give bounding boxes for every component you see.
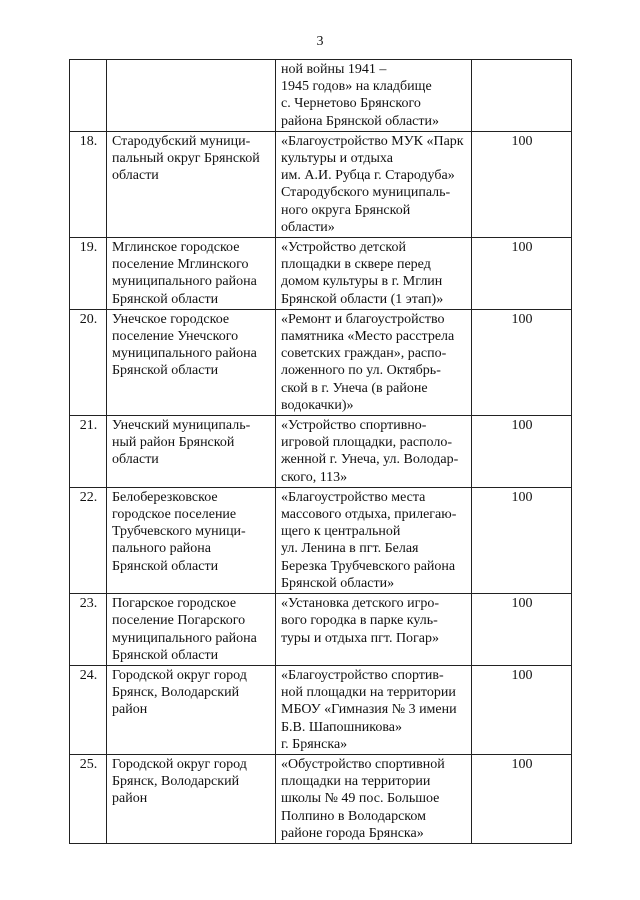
project-description: «Ремонт и благоустройство памятника «Место расстрела советских граждан», распо- ложенного по ул. Октябрь- ской в г. Унеча (в районе водокачки)» bbox=[276, 309, 472, 415]
municipality-name: Погарское городское поселение Погарского муниципального района Брянской области bbox=[107, 594, 276, 666]
row-number: 18. bbox=[70, 131, 107, 237]
row-number: 20. bbox=[70, 309, 107, 415]
project-description: «Установка детского игро- вого городка в парке куль- туры и отдыха пгт. Погар» bbox=[276, 594, 472, 666]
row-number: 19. bbox=[70, 238, 107, 310]
table-row bbox=[70, 754, 572, 843]
amount-value: 100 bbox=[472, 238, 572, 310]
municipality-name: Городской округ город Брянск, Володарский район bbox=[107, 754, 276, 843]
amount-value: 100 bbox=[472, 416, 572, 488]
table-row bbox=[70, 665, 572, 754]
amount-value: 100 bbox=[472, 131, 572, 237]
amount-value bbox=[472, 60, 572, 132]
project-description: «Обустройство спортивной площадки на территории школы № 49 пос. Большое Полпино в Володарском районе города Брянска» bbox=[276, 754, 472, 843]
row-number: 22. bbox=[70, 487, 107, 593]
amount-value: 100 bbox=[472, 665, 572, 754]
table-row bbox=[70, 416, 572, 488]
project-description: ной войны 1941 – 1945 годов» на кладбище с. Чернетово Брянского района Брянской области» bbox=[276, 60, 472, 132]
amount-value: 100 bbox=[472, 594, 572, 666]
municipality-name: Мглинское городское поселение Мглинского муниципального района Брянской области bbox=[107, 238, 276, 310]
table-row bbox=[70, 60, 572, 132]
row-number bbox=[70, 60, 107, 132]
amount-value: 100 bbox=[472, 754, 572, 843]
municipality-name: Стародубский муници- пальный округ Брянской области bbox=[107, 131, 276, 237]
row-number: 23. bbox=[70, 594, 107, 666]
table-row bbox=[70, 238, 572, 310]
grant-table bbox=[69, 59, 572, 844]
municipality-name: Городской округ город Брянск, Володарский район bbox=[107, 665, 276, 754]
table-row bbox=[70, 594, 572, 666]
row-number: 25. bbox=[70, 754, 107, 843]
page-number: 3 bbox=[316, 34, 324, 49]
project-description: «Благоустройство МУК «Парк культуры и отдыха им. А.И. Рубца г. Стародуба» Стародубского муниципаль- ного округа Брянской области» bbox=[276, 131, 472, 237]
project-description: «Благоустройство спортив- ной площадки на территории МБОУ «Гимназия № 3 имени Б.В. Шапошникова» г. Брянска» bbox=[276, 665, 472, 754]
project-description: «Устройство детской площадки в сквере перед домом культуры в г. Мглин Брянской области (1 этап)» bbox=[276, 238, 472, 310]
project-description: «Устройство спортивно- игровой площадки, располо- женной г. Унеча, ул. Володар- ского, 113» bbox=[276, 416, 472, 488]
amount-value: 100 bbox=[472, 309, 572, 415]
municipality-name bbox=[107, 60, 276, 132]
municipality-name: Унечское городское поселение Унечского муниципального района Брянской области bbox=[107, 309, 276, 415]
row-number: 24. bbox=[70, 665, 107, 754]
municipality-name: Белоберезковское городское поселение Трубчевского муници- пального района Брянской области bbox=[107, 487, 276, 593]
amount-value: 100 bbox=[472, 487, 572, 593]
table-row bbox=[70, 309, 572, 415]
table-row bbox=[70, 131, 572, 237]
municipality-name: Унечский муниципаль- ный район Брянской области bbox=[107, 416, 276, 488]
row-number: 21. bbox=[70, 416, 107, 488]
table-row bbox=[70, 487, 572, 593]
project-description: «Благоустройство места массового отдыха, прилегаю- щего к центральной ул. Ленина в пгт. Белая Березка Трубчевского района Брянской области» bbox=[276, 487, 472, 593]
